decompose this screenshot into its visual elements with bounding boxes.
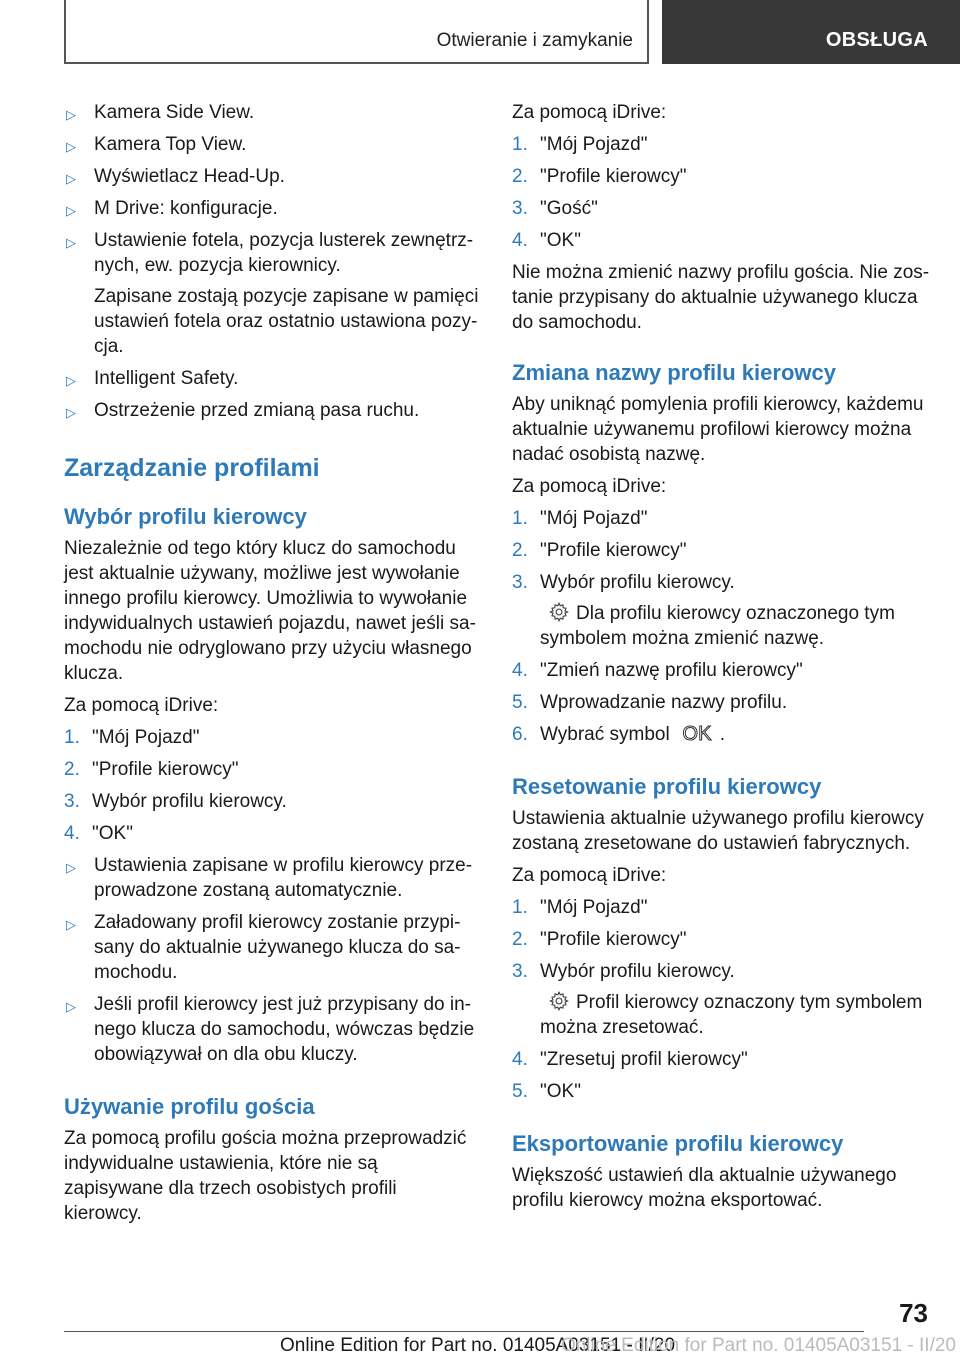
rename-paragraph: Aby uniknąć pomylenia profili kierowcy, każdemu aktualnie używanemu profilowi kierowcy można nadać osobistą nazwę. <box>512 394 924 465</box>
heading-rename-profile: Zmiana nazwy profilu kierowcy <box>512 360 836 385</box>
step-item: 3. Wybór profilu kierowcy. <box>64 791 287 812</box>
triangle-right-icon: ▷ <box>66 405 76 420</box>
step-item: 1. "Mój Pojazd" <box>64 727 200 748</box>
step-item: 5. "OK" <box>512 1081 581 1102</box>
step-item: 2. "Profile kierowcy" <box>64 759 239 780</box>
guest-note: Nie można zmienić nazwy profilu gościa. Nie zos-tanie przypisany do aktualnie używanego klucza do samochodu. <box>512 262 930 333</box>
bullet-note: Zapisane zostają pozycje zapisane w pamięci ustawień fotela oraz ostatnio ustawiona pozy-cja. <box>94 286 479 357</box>
chapter-title: OBSŁUGA <box>825 29 928 51</box>
heading-export-profile: Eksportowanie profilu kierowcy <box>512 1131 844 1156</box>
step-item: 1. "Mój Pojazd" <box>512 508 648 529</box>
triangle-right-icon: ▷ <box>66 860 76 875</box>
triangle-right-icon: ▷ <box>66 203 76 218</box>
triangle-right-icon: ▷ <box>66 171 76 186</box>
triangle-right-icon: ▷ <box>66 917 76 932</box>
idrive-intro: Za pomocą iDrive: <box>64 695 219 716</box>
header-section-box <box>64 0 649 64</box>
svg-text:OK: OK <box>682 723 712 744</box>
step-item: 1. "Mój Pojazd" <box>512 897 648 918</box>
list-item: ▷ Kamera Top View. <box>64 132 479 157</box>
footer-watermark: Online Edition for Part no. 01405A03151 - II/20 <box>560 1335 956 1356</box>
step-item: 3. "Gość" <box>512 198 598 219</box>
triangle-right-icon: ▷ <box>66 373 76 388</box>
page-number: 73 <box>899 1298 928 1328</box>
list-item: ▷ Intelligent Safety. <box>64 366 479 391</box>
triangle-right-icon: ▷ <box>66 139 76 154</box>
section-title: Otwieranie i zamykanie <box>436 30 633 51</box>
footer-divider <box>64 1331 864 1332</box>
heading-guest-profile: Używanie profilu gościa <box>64 1094 315 1119</box>
list-item: ▷ Ustawienia zapisane w profilu kierowcy prze-prowadzone zostaną automatycznie. <box>66 855 473 901</box>
step-item: 1. "Mój Pojazd" <box>512 134 648 155</box>
step-item: 2. "Profile kierowcy" <box>512 540 687 561</box>
triangle-right-icon: ▷ <box>66 235 76 250</box>
step-item: 5. Wprowadzanie nazwy profilu. <box>512 692 788 713</box>
step-item: 4. "OK" <box>64 823 133 844</box>
idrive-intro: Za pomocą iDrive: <box>512 102 667 123</box>
step-item: 2. "Profile kierowcy" <box>512 929 687 950</box>
chapter-tab <box>662 0 960 64</box>
gear-icon <box>548 601 570 623</box>
guest-paragraph: Za pomocą profilu gościa można przeprowadzić indywidualne ustawienia, które nie są zapisywane dla trzech osobistych profili kierowcy. <box>64 1128 467 1224</box>
list-item: ▷ Jeśli profil kierowcy jest już przypisany do in-nego klucza do samochodu, wówczas będzie obowiązywał on dla obu kluczy. <box>66 994 475 1065</box>
step-item: 4. "Zresetuj profil kierowcy" <box>512 1049 748 1070</box>
list-item: ▷ M Drive: konfiguracje. <box>64 196 479 221</box>
step-item: 3. Wybór profilu kierowcy. Dla profilu kierowcy oznaczonego tym symbolem można zmienić nazwę. <box>512 570 932 651</box>
list-item: ▷ Ustawienie fotela, pozycja lusterek zewnętrz-nych, ew. pozycja kierownicy. Zapisane zostają pozycje zapisane w pamięci ustawień fotela oraz ostatnio ustawiona pozy-cja. <box>66 230 479 357</box>
left-column <box>64 100 479 1233</box>
step-note: Profil kierowcy oznaczony tym symbolem można zresetować. <box>540 992 923 1038</box>
footer-edition: Online Edition for Part no. 01405A03151 - II/20 <box>280 1335 676 1356</box>
gear-icon <box>548 990 570 1012</box>
heading-select-profile: Wybór profilu kierowcy <box>64 504 307 529</box>
step-note: Dla profilu kierowcy oznaczonego tym symbolem można zmienić nazwę. <box>540 603 895 649</box>
ok-symbol-icon <box>680 722 714 744</box>
heading-profiles: Zarządzanie profilami <box>64 454 320 482</box>
step-item: 3. Wybór profilu kierowcy. Profil kierowcy oznaczony tym symbolem można zresetować. <box>512 959 932 1040</box>
export-paragraph: Większość ustawień dla aktualnie używanego profilu kierowcy można eksportować. <box>512 1165 897 1211</box>
triangle-right-icon: ▷ <box>66 999 76 1014</box>
step-item: 6. Wybrać symbol OK . <box>512 723 725 745</box>
idrive-intro: Za pomocą iDrive: <box>512 865 667 886</box>
step-item: 4. "OK" <box>512 230 581 251</box>
select-paragraph: Niezależnie od tego który klucz do samochodu jest aktualnie używany, możliwe jest wywołanie innego profilu kierowcy. Umożliwia to wywołanie indywidualnych ustawień pojazdu, nawet jeśli sa-mochodu nie odryglowano przy użyciu własnego klucza. <box>64 538 476 684</box>
list-item: ▷ Ostrzeżenie przed zmianą pasa ruchu. <box>64 398 479 423</box>
step-item: 4. "Zmień nazwę profilu kierowcy" <box>512 660 803 681</box>
idrive-intro: Za pomocą iDrive: <box>512 476 667 497</box>
list-item: ▷ Wyświetlacz Head-Up. <box>64 164 479 189</box>
step-item: 2. "Profile kierowcy" <box>512 166 687 187</box>
heading-reset-profile: Resetowanie profilu kierowcy <box>512 774 822 799</box>
list-item: ▷ Załadowany profil kierowcy zostanie przypi-sany do aktualnie używanego klucza do sa-mochodu. <box>66 912 461 983</box>
right-column <box>512 100 932 1220</box>
reset-paragraph: Ustawienia aktualnie używanego profilu kierowcy zostaną zresetowane do ustawień fabrycznych. <box>512 808 924 854</box>
triangle-right-icon: ▷ <box>66 107 76 122</box>
list-item: ▷ Kamera Side View. <box>64 100 479 125</box>
